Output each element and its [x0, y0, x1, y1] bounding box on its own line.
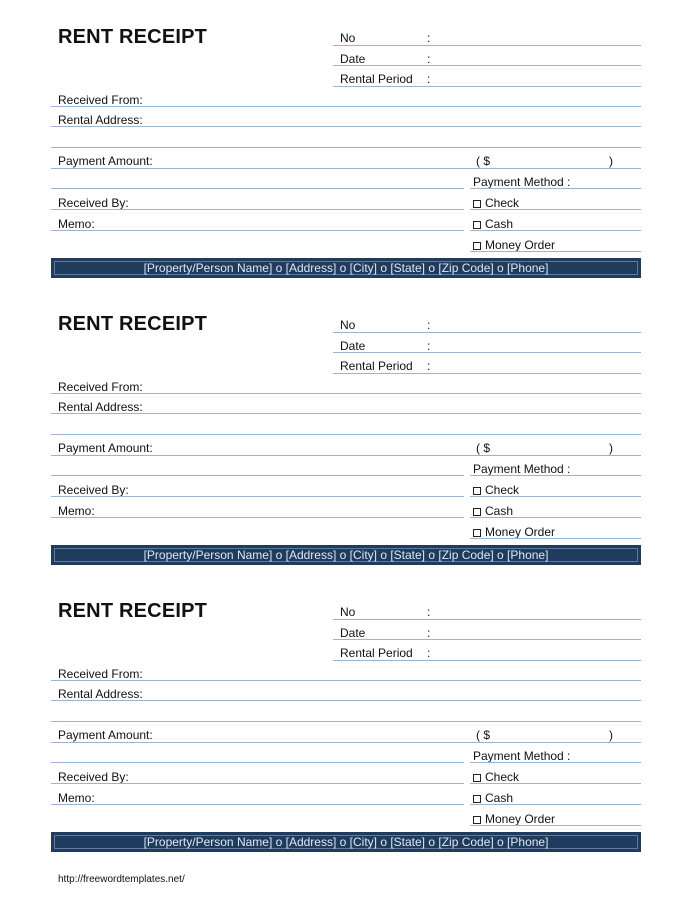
- cash-label: Cash: [485, 791, 514, 805]
- rental-period-field[interactable]: [333, 660, 641, 661]
- check-label: Check: [485, 483, 520, 497]
- money-order-line: [470, 538, 641, 539]
- rent-receipt-2: [0, 287, 696, 562]
- payment-method-line: [470, 762, 641, 763]
- payment-amount-field[interactable]: [51, 455, 641, 456]
- date-label: Date: [340, 626, 366, 640]
- check-label: Check: [485, 196, 520, 210]
- no-field[interactable]: [333, 619, 641, 620]
- check-option[interactable]: [473, 483, 519, 497]
- rental-period-field[interactable]: [333, 86, 641, 87]
- received-from-label: Received From:: [58, 93, 143, 107]
- date-field[interactable]: [333, 352, 641, 353]
- no-field[interactable]: [333, 332, 641, 333]
- received-from-field[interactable]: [51, 393, 641, 394]
- received-by-label: Received By:: [58, 196, 129, 210]
- money-order-label: Money Order: [485, 238, 556, 252]
- rental-address-field[interactable]: [51, 126, 641, 127]
- rental-period-label: Rental Period: [340, 646, 413, 660]
- date-field[interactable]: [333, 65, 641, 66]
- received-by-field[interactable]: [51, 209, 464, 210]
- paren-close: ): [609, 728, 613, 742]
- check-line: [470, 496, 641, 497]
- rent-receipt-3: [0, 574, 696, 849]
- money-order-label: Money Order: [485, 525, 556, 539]
- dollar-open: ( $: [476, 154, 491, 168]
- money-order-checkbox-icon[interactable]: [473, 816, 481, 824]
- money-order-line: [470, 825, 641, 826]
- received-by-field[interactable]: [51, 496, 464, 497]
- money-order-label: Money Order: [485, 812, 556, 826]
- cash-option[interactable]: [473, 504, 513, 518]
- received-by-field[interactable]: [51, 783, 464, 784]
- memo-spacer-line: [51, 188, 464, 189]
- payment-method-line: [470, 475, 641, 476]
- memo-label: Memo:: [58, 791, 95, 805]
- date-field[interactable]: [333, 639, 641, 640]
- cash-checkbox-icon[interactable]: [473, 221, 481, 229]
- rental-address-field[interactable]: [51, 700, 641, 701]
- no-colon: :: [427, 31, 431, 45]
- date-label: Date: [340, 52, 366, 66]
- rental-address-field-2[interactable]: [51, 434, 641, 435]
- payment-method-line: [470, 188, 641, 189]
- receipt-title: RENT RECEIPT: [58, 26, 208, 48]
- rental-address-label: Rental Address:: [58, 687, 143, 701]
- payment-amount-field[interactable]: [51, 742, 641, 743]
- memo-field[interactable]: [51, 230, 464, 231]
- rental-address-label: Rental Address:: [58, 113, 143, 127]
- no-label: No: [340, 605, 356, 619]
- check-checkbox-icon[interactable]: [473, 774, 481, 782]
- cash-line: [470, 230, 641, 231]
- cash-line: [470, 517, 641, 518]
- memo-spacer-line: [51, 475, 464, 476]
- memo-field[interactable]: [51, 804, 464, 805]
- dollar-open: ( $: [476, 728, 491, 742]
- source-url[interactable]: http://freewordtemplates.net/: [58, 874, 185, 885]
- rental-period-label: Rental Period: [340, 72, 413, 86]
- rental-period-colon: :: [427, 72, 431, 86]
- payment-method-label: Payment Method :: [473, 749, 571, 763]
- check-label: Check: [485, 770, 520, 784]
- memo-spacer-line: [51, 762, 464, 763]
- payment-amount-label: Payment Amount:: [58, 441, 153, 455]
- received-from-field[interactable]: [51, 680, 641, 681]
- received-by-label: Received By:: [58, 483, 129, 497]
- cash-option[interactable]: [473, 791, 513, 805]
- rental-address-label: Rental Address:: [58, 400, 143, 414]
- cash-label: Cash: [485, 504, 514, 518]
- paren-close: ): [609, 154, 613, 168]
- date-colon: :: [427, 52, 431, 66]
- rental-period-colon: :: [427, 646, 431, 660]
- paren-close: ): [609, 441, 613, 455]
- date-label: Date: [340, 339, 366, 353]
- no-field[interactable]: [333, 45, 641, 46]
- cash-checkbox-icon[interactable]: [473, 795, 481, 803]
- check-line: [470, 209, 641, 210]
- money-order-option[interactable]: [473, 812, 555, 826]
- check-checkbox-icon[interactable]: [473, 200, 481, 208]
- footer-contact-text: [Property/Person Name] o [Address] o [City] o [State] o [Zip Code] o [Phone]: [143, 835, 549, 849]
- no-colon: :: [427, 318, 431, 332]
- no-label: No: [340, 318, 356, 332]
- payment-method-label: Payment Method :: [473, 175, 571, 189]
- money-order-line: [470, 251, 641, 252]
- receipt-title: RENT RECEIPT: [58, 313, 208, 335]
- rental-period-label: Rental Period: [340, 359, 413, 373]
- payment-method-label: Payment Method :: [473, 462, 571, 476]
- check-option[interactable]: [473, 196, 519, 210]
- footer-contact-text: [Property/Person Name] o [Address] o [City] o [State] o [Zip Code] o [Phone]: [143, 261, 549, 275]
- cash-line: [470, 804, 641, 805]
- memo-label: Memo:: [58, 504, 95, 518]
- check-line: [470, 783, 641, 784]
- rental-address-field-2[interactable]: [51, 147, 641, 148]
- dollar-open: ( $: [476, 441, 491, 455]
- no-label: No: [340, 31, 356, 45]
- received-from-label: Received From:: [58, 667, 143, 681]
- footer-bar: [51, 258, 641, 278]
- no-colon: :: [427, 605, 431, 619]
- payment-amount-field[interactable]: [51, 168, 641, 169]
- received-from-label: Received From:: [58, 380, 143, 394]
- footer-bar: [51, 832, 641, 852]
- payment-amount-label: Payment Amount:: [58, 728, 153, 742]
- footer-contact-text: [Property/Person Name] o [Address] o [City] o [State] o [Zip Code] o [Phone]: [143, 548, 549, 562]
- money-order-checkbox-icon[interactable]: [473, 529, 481, 537]
- memo-label: Memo:: [58, 217, 95, 231]
- receipt-title: RENT RECEIPT: [58, 600, 208, 622]
- rental-address-field-2[interactable]: [51, 721, 641, 722]
- cash-option[interactable]: [473, 217, 513, 231]
- money-order-option[interactable]: [473, 525, 555, 539]
- money-order-checkbox-icon[interactable]: [473, 242, 481, 250]
- cash-label: Cash: [485, 217, 514, 231]
- check-checkbox-icon[interactable]: [473, 487, 481, 495]
- cash-checkbox-icon[interactable]: [473, 508, 481, 516]
- rental-address-field[interactable]: [51, 413, 641, 414]
- memo-field[interactable]: [51, 517, 464, 518]
- money-order-option[interactable]: [473, 238, 555, 252]
- received-from-field[interactable]: [51, 106, 641, 107]
- rent-receipt-1: [0, 0, 696, 275]
- date-colon: :: [427, 339, 431, 353]
- payment-amount-label: Payment Amount:: [58, 154, 153, 168]
- rental-period-field[interactable]: [333, 373, 641, 374]
- date-colon: :: [427, 626, 431, 640]
- check-option[interactable]: [473, 770, 519, 784]
- footer-bar: [51, 545, 641, 565]
- rental-period-colon: :: [427, 359, 431, 373]
- received-by-label: Received By:: [58, 770, 129, 784]
